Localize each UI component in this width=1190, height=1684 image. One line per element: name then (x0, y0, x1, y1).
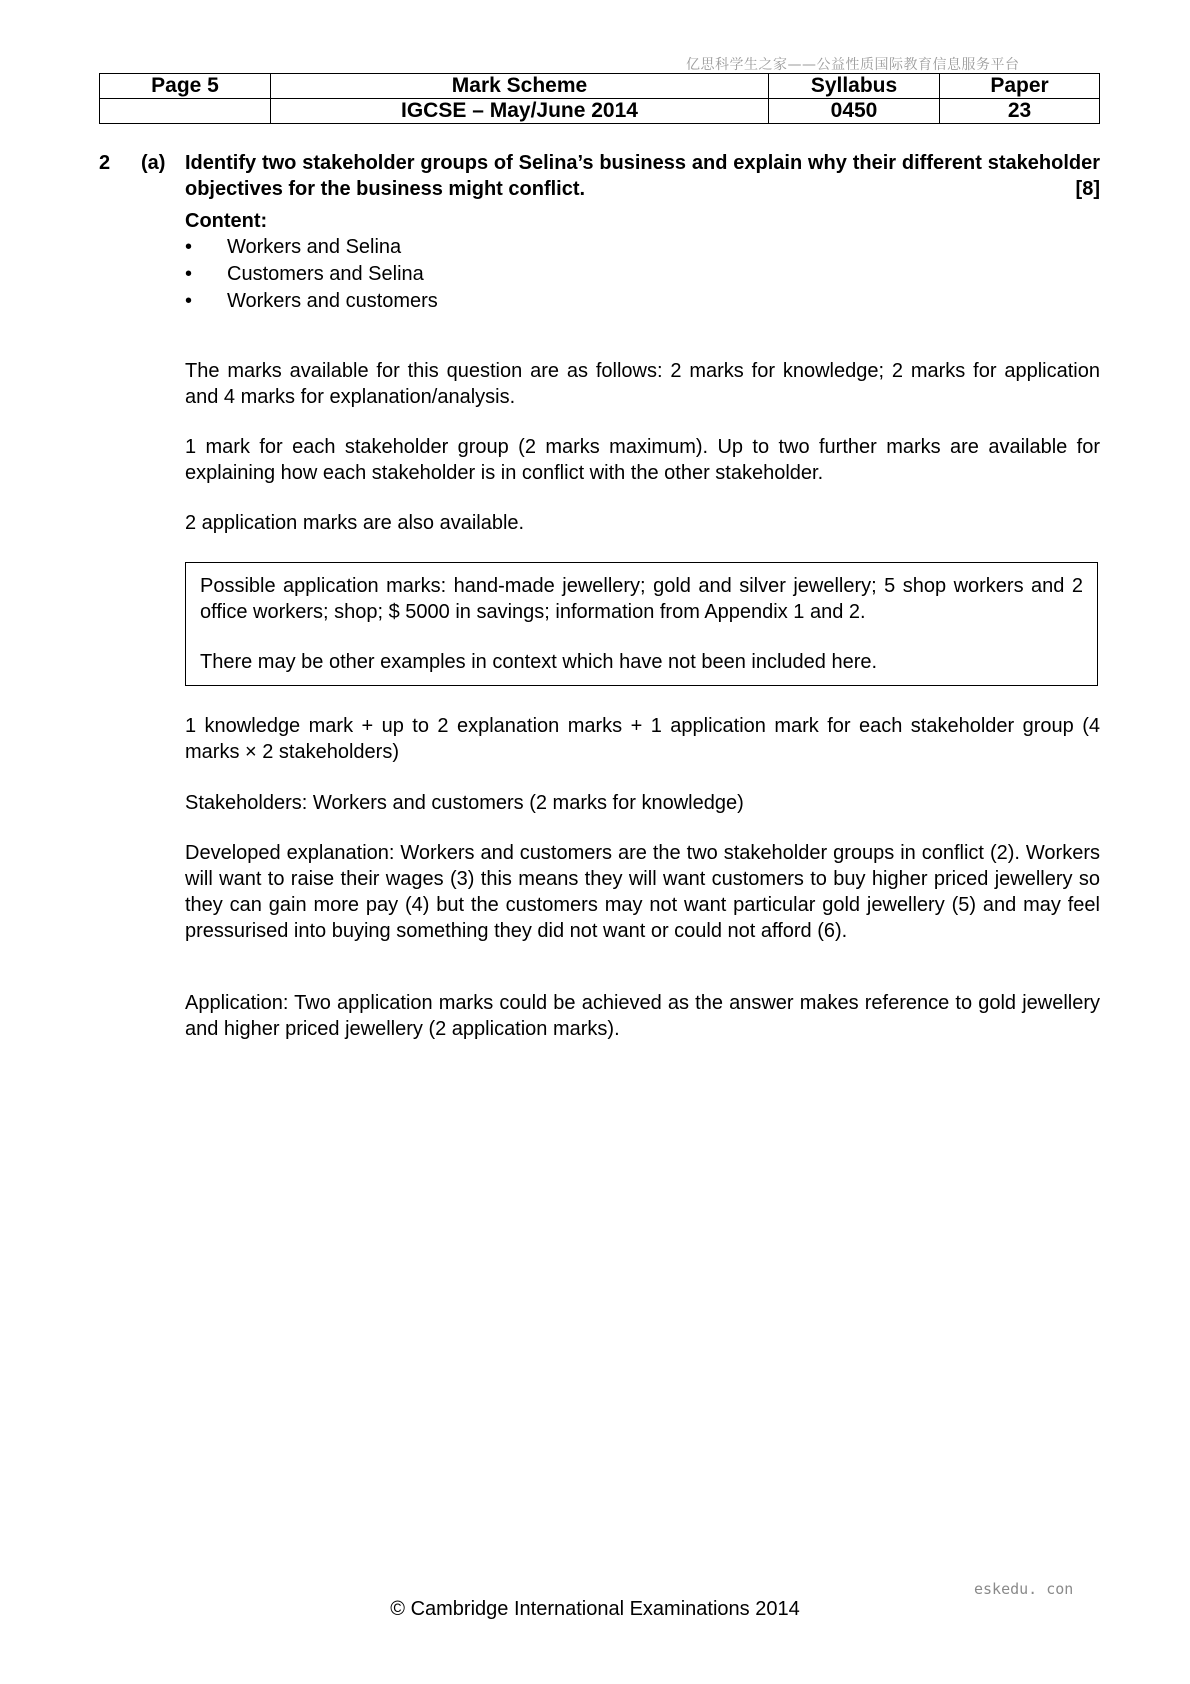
syllabus-code-cell: 0450 (769, 99, 940, 124)
developed-explanation-paragraph: Developed explanation: Workers and customers are the two stakeholder groups in conflict (2). Workers will want to raise their wages (3) this means they will want customers to buy higher priced jewellery so they can gain more pay (4) but the customers may not want particular gold jewellery (5) and may feel pressurised into buying something they did not want or could not afford (6). (185, 842, 1100, 942)
bullet-text: Workers and Selina (227, 236, 402, 258)
copyright-footer: © Cambridge International Examinations 2014 (390, 1598, 800, 1620)
bullet-icon: • (185, 236, 193, 258)
watermark-top-text: 亿思科学生之家——公益性质国际教育信息服务平台 (686, 57, 1020, 73)
exam-session-cell: IGCSE – May/June 2014 (271, 99, 769, 124)
possible-application-marks: Possible application marks: hand-made jewellery; gold and silver jewellery; 5 shop workers and 2 office workers; shop; $ 5000 in savings; information from Appendix 1 and 2. (200, 575, 1083, 623)
bullet-text: Customers and Selina (227, 263, 424, 285)
knowledge-mark-paragraph: 1 knowledge mark + up to 2 explanation marks + 1 application mark for each stakeholder group (4 marks × 2 stakeholders) (185, 715, 1100, 763)
one-mark-paragraph: 1 mark for each stakeholder group (2 marks maximum). Up to two further marks are available for explaining how each stakeholder is in conflict with the other stakeholder. (185, 436, 1100, 484)
bullet-icon: • (185, 263, 193, 285)
list-item (185, 288, 1100, 315)
header-table (99, 73, 1100, 124)
other-examples-note: There may be other examples in context which have not been included here. (200, 651, 878, 673)
application-paragraph: Application: Two application marks could be achieved as the answer makes reference to gold jewellery and higher priced jewellery (2 application marks). (185, 992, 1100, 1040)
empty-cell (100, 99, 271, 124)
question-number: 2 (99, 152, 111, 174)
question-part: (a) (141, 152, 166, 174)
application-available-paragraph: 2 application marks are also available. (185, 512, 525, 534)
stakeholders-paragraph: Stakeholders: Workers and customers (2 marks for knowledge) (185, 792, 744, 814)
list-item (185, 234, 1100, 261)
header-row-2 (100, 99, 1100, 124)
question-marks: [8] (1075, 178, 1100, 200)
content-section (185, 208, 1100, 315)
question-text-block (185, 150, 1100, 202)
mark-scheme-cell: Mark Scheme (271, 74, 769, 99)
header-row-1 (100, 74, 1100, 99)
content-bullet-list (185, 234, 1100, 315)
paper-label-cell: Paper (940, 74, 1100, 99)
content-heading: Content: (185, 210, 268, 232)
application-marks-box (185, 562, 1098, 686)
list-item (185, 261, 1100, 288)
bullet-icon: • (185, 290, 193, 312)
marks-available-paragraph: The marks available for this question are as follows: 2 marks for knowledge; 2 marks for application and 4 marks for explanation/analysis. (185, 360, 1100, 408)
watermark-bottom-text: eskedu. con (974, 1580, 1074, 1598)
paper-number-cell: 23 (940, 99, 1100, 124)
bullet-text: Workers and customers (227, 290, 438, 312)
question-text: Identify two stakeholder groups of Selina’s business and explain why their different stakeholder objectives for the business might conflict. (185, 152, 1100, 200)
page-number-cell: Page 5 (100, 74, 271, 99)
syllabus-label-cell: Syllabus (769, 74, 940, 99)
